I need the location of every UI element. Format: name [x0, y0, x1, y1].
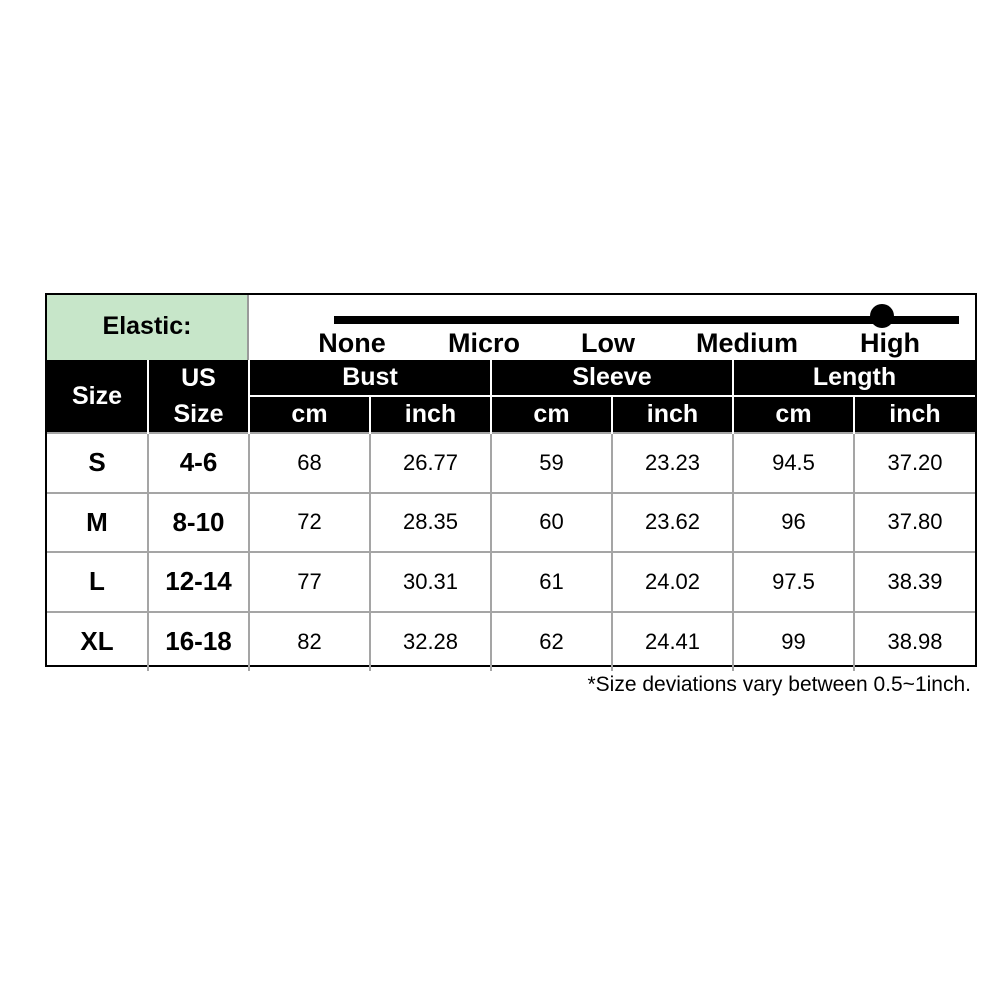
header-unit-bust-inch: inch [370, 396, 491, 433]
header-unit-length-inch: inch [854, 396, 975, 433]
elasticity-scale-bar [334, 316, 959, 324]
elasticity-level-micro: Micro [447, 328, 521, 358]
size-cell: S [47, 433, 148, 493]
size-cell: M [47, 493, 148, 553]
size-chart [45, 293, 977, 667]
length-inch-cell: 37.80 [854, 493, 975, 553]
bust-cm-cell: 77 [249, 552, 370, 612]
header-bust: Bust [249, 360, 491, 396]
header-unit-length-cm: cm [733, 396, 854, 433]
header-unit-sleeve-inch: inch [612, 396, 733, 433]
bust-cm-cell: 68 [249, 433, 370, 493]
sleeve-inch-cell: 24.02 [612, 552, 733, 612]
elasticity-level-medium: Medium [695, 328, 799, 358]
us-size-cell: 4-6 [148, 433, 249, 493]
length-cm-cell: 96 [733, 493, 854, 553]
bust-cm-cell: 82 [249, 612, 370, 672]
sleeve-cm-cell: 59 [491, 433, 612, 493]
elastic-row [47, 295, 975, 360]
sleeve-inch-cell: 24.41 [612, 612, 733, 672]
header-unit-bust-cm: cm [249, 396, 370, 433]
length-inch-cell: 38.39 [854, 552, 975, 612]
us-size-cell: 16-18 [148, 612, 249, 672]
sleeve-cm-cell: 60 [491, 493, 612, 553]
elasticity-indicator-dot [870, 304, 894, 328]
length-cm-cell: 99 [733, 612, 854, 672]
elastic-label: Elastic: [47, 295, 249, 360]
header-length: Length [733, 360, 975, 396]
sleeve-inch-cell: 23.23 [612, 433, 733, 493]
table-row [47, 552, 975, 612]
elasticity-level-low: Low [581, 328, 635, 358]
table-row [47, 612, 975, 672]
elasticity-level-high: High [860, 328, 920, 358]
bust-inch-cell: 32.28 [370, 612, 491, 672]
size-deviation-note: *Size deviations vary between 0.5~1inch. [587, 673, 971, 696]
sleeve-inch-cell: 23.62 [612, 493, 733, 553]
size-cell: XL [47, 612, 148, 672]
elasticity-level-none: None [318, 328, 386, 358]
header-sleeve: Sleeve [491, 360, 733, 396]
bust-inch-cell: 30.31 [370, 552, 491, 612]
length-cm-cell: 97.5 [733, 552, 854, 612]
table-row [47, 433, 975, 493]
us-size-cell: 12-14 [148, 552, 249, 612]
sleeve-cm-cell: 62 [491, 612, 612, 672]
size-table [47, 360, 975, 671]
length-inch-cell: 38.98 [854, 612, 975, 672]
sleeve-cm-cell: 61 [491, 552, 612, 612]
size-cell: L [47, 552, 148, 612]
header-size: Size [47, 360, 148, 433]
header-us-size-line1: US [181, 364, 216, 392]
header-unit-sleeve-cm: cm [491, 396, 612, 433]
header-us-size-line2: Size [173, 400, 224, 428]
us-size-cell: 8-10 [148, 493, 249, 553]
bust-inch-cell: 26.77 [370, 433, 491, 493]
bust-inch-cell: 28.35 [370, 493, 491, 553]
bust-cm-cell: 72 [249, 493, 370, 553]
length-inch-cell: 37.20 [854, 433, 975, 493]
table-row [47, 493, 975, 553]
length-cm-cell: 94.5 [733, 433, 854, 493]
header-us-size [148, 360, 249, 433]
